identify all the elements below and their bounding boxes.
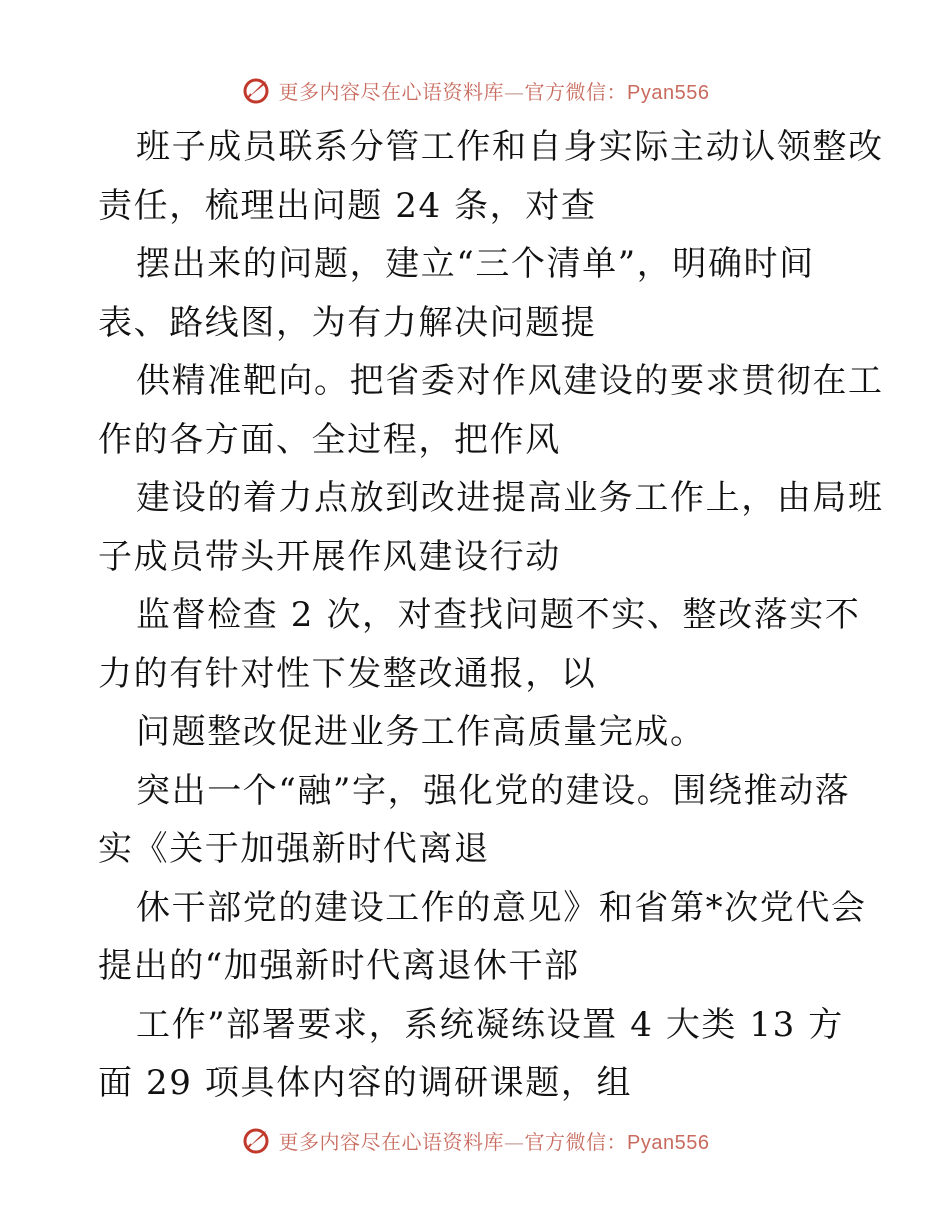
text-line: 力的有针对性下发整改通报，以 [98,653,597,694]
watermark-text [279,1126,710,1155]
watermark-wechat-label: 官方微信： [524,1129,628,1154]
header-watermark [0,70,950,110]
quill-circle-icon [241,75,271,105]
text-line: 供精准靶向。把省委对作风建设的要求贯彻在工 [136,361,884,401]
text-line: 问题整改促进业务工作高质量完成。 [136,712,706,752]
footer-watermark [0,1120,950,1160]
watermark-brand: 更多内容尽在心语资料库 [278,1129,505,1154]
watermark-text [279,76,710,105]
text-line: 子成员带头开展作风建设行动 [98,536,561,577]
text-line: 面 29 项具体内容的调研课题，组 [98,1063,633,1103]
text-line: 责任，梳理出问题 24 条，对查 [98,185,597,226]
text-line: 作的各方面、全过程，把作风 [98,419,561,460]
text-line: 提出的“加强新时代离退休干部 [98,946,580,986]
text-line: 工作”部署要求，系统凝练设置 4 大类 13 方 [136,1004,844,1045]
text-line: 摆出来的问题，建立“三个清单”，明确时间 [136,244,815,284]
text-line: 监督检查 2 次，对查找问题不实、整改落实不 [136,595,861,635]
quill-circle-icon [241,1125,271,1155]
watermark-separator: — [504,79,525,104]
text-line: 班子成员联系分管工作和自身实际主动认领整改 [136,127,884,167]
text-line: 突出一个“融”字，强化党的建设。围绕推动落 [136,770,851,811]
text-line: 实《关于加强新时代离退 [98,829,490,869]
watermark-brand: 更多内容尽在心语资料库 [278,79,505,104]
text-line: 建设的着力点放到改进提高业务工作上，由局班 [136,478,884,518]
text-line: 休干部党的建设工作的意见》和省第*次党代会 [136,887,867,928]
text-line: 表、路线图，为有力解决问题提 [98,302,597,343]
watermark-account: Pyan556 [627,81,710,104]
watermark-account: Pyan556 [627,1131,710,1154]
document-body [98,118,884,1113]
watermark-wechat-label: 官方微信： [524,79,628,104]
watermark-separator: — [504,1129,525,1154]
